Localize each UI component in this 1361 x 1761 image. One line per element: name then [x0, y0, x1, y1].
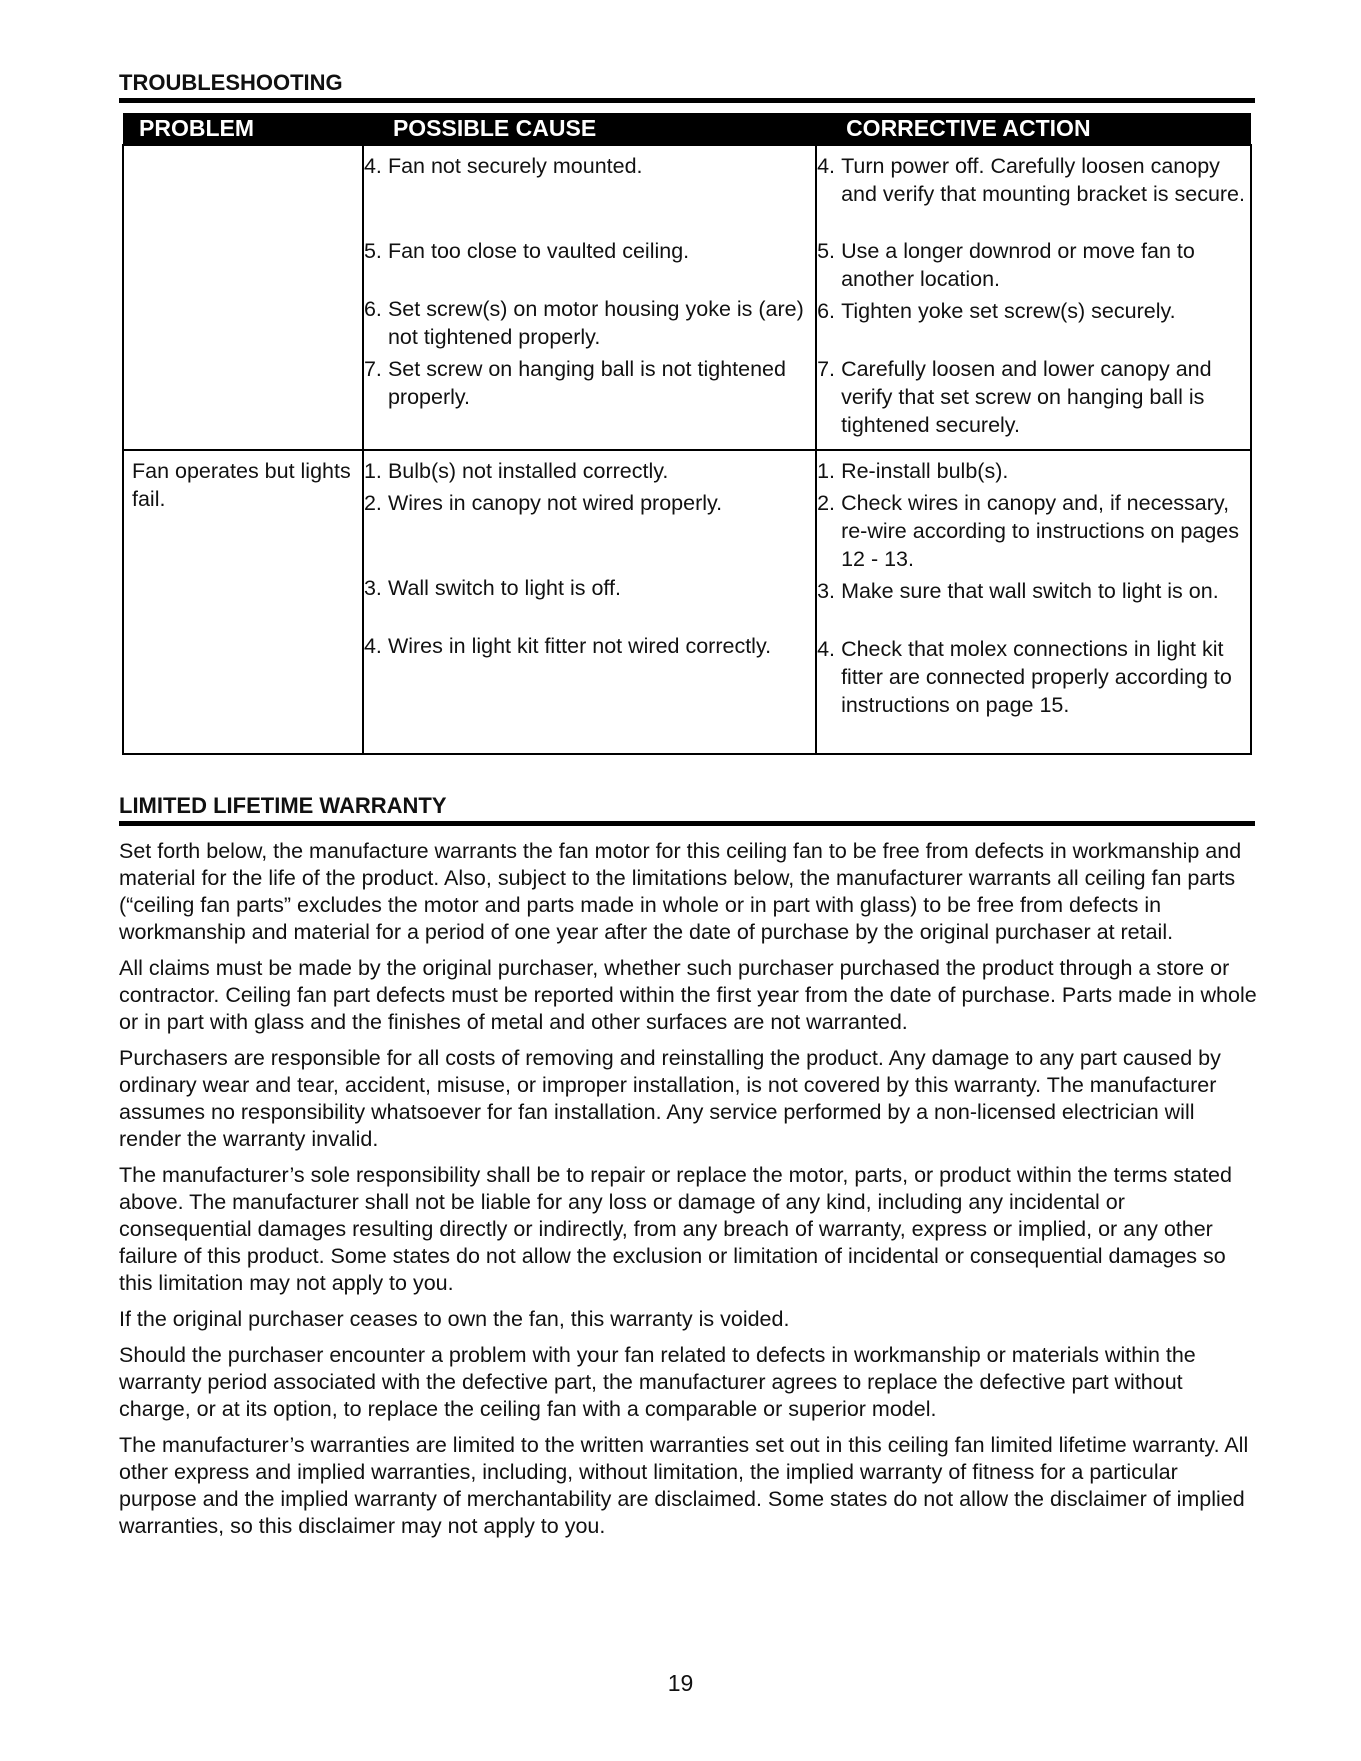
action-item-number: 2. — [817, 491, 835, 515]
troubleshooting-title: TROUBLESHOOTING — [119, 70, 1255, 103]
action-item-number: 1. — [817, 459, 835, 483]
problem-cell — [123, 145, 363, 450]
action-item — [817, 237, 1250, 293]
action-item-number: 5. — [817, 239, 835, 263]
header-possible-cause: POSSIBLE CAUSE — [363, 113, 816, 145]
cause-item-number: 4. — [363, 154, 382, 178]
cause-item — [364, 574, 815, 628]
table-row — [123, 450, 1251, 754]
cause-item-number: 3. — [363, 576, 382, 600]
action-item-text: Check wires in canopy and, if necessary, re-wire according to instructions on pages 12 - 13. — [841, 491, 1240, 571]
cause-item-text: Wall switch to light is off. — [387, 576, 621, 600]
cause-item — [364, 295, 815, 351]
cause-item — [364, 489, 815, 570]
warranty-paragraph: Set forth below, the manufacture warrants the fan motor for this ceiling fan to be free from defects in workmanship and material for the life of the product. Also, subject to the limitations below, the manufacturer warrants all ceiling fan parts (“ceiling fan parts” excludes the motor and parts made in whole or in part with glass) to be free from defects in workmanship and material for a period of one year after the date of purchase by the original purchaser at retail. — [119, 839, 1242, 944]
warranty-paragraph: All claims must be made by the original purchaser, whether such purchaser purchased the product through a store or contractor. Ceiling fan part defects must be reported within the first year from the date of purchase. Parts made in whole or in part with glass and the finishes of metal and other surfaces are not warranted. — [119, 956, 1257, 1034]
warranty-paragraph: The manufacturer’s warranties are limited to the written warranties set out in this ceiling fan limited lifetime warranty. All other express and implied warranties, including, without limitation, the implied warranty of fitness for a particular purpose and the implied warranty of merchantability are disclaimed. Some states do not allow the disclaimer of implied warranties, so this disclaimer may not apply to you. — [119, 1433, 1249, 1538]
action-item — [817, 577, 1250, 631]
warranty-paragraph: If the original purchaser ceases to own the fan, this warranty is voided. — [119, 1307, 790, 1331]
cause-item-number: 1. — [363, 459, 382, 483]
table-row — [123, 145, 1251, 450]
cause-item-text: Set screw(s) on motor housing yoke is (are) not tightened properly. — [387, 297, 804, 349]
action-item — [817, 457, 1250, 485]
problem-cell — [123, 450, 363, 754]
warranty-paragraph: Purchasers are responsible for all costs of removing and reinstalling the product. Any damage to any part caused by ordinary wear and tear, accident, misuse, or improper installation, is not covered by this warranty. The manufacturer assumes no responsibility whatsoever for fan installation. Any service performed by a non-licensed electrician will render the warranty invalid. — [119, 1046, 1221, 1151]
action-item-text: Tighten yoke set screw(s) securely. — [841, 299, 1176, 323]
warranty-title: LIMITED LIFETIME WARRANTY — [119, 793, 1255, 826]
action-item — [817, 297, 1250, 351]
header-problem: PROBLEM — [123, 113, 363, 145]
cause-item-text: Wires in canopy not wired properly. — [387, 491, 723, 515]
cause-item-number: 5. — [363, 239, 382, 263]
action-cell — [816, 450, 1251, 754]
cause-item — [364, 632, 815, 750]
cause-item-text: Fan not securely mounted. — [387, 154, 643, 178]
action-item-number: 4. — [817, 154, 835, 178]
cause-cell — [363, 145, 816, 450]
action-cell — [816, 145, 1251, 450]
warranty-paragraph: The manufacturer’s sole responsibility shall be to repair or replace the motor, parts, or product within the terms stated above. The manufacturer shall not be liable for any loss or damage of any kind, including any incidental or consequential damages resulting directly or indirectly, from any breach of warranty, express or implied, or any other failure of this product. Some states do not allow the exclusion or limitation of incidental or consequential damages so this limitation may not apply to you. — [119, 1163, 1232, 1295]
troubleshooting-table — [122, 113, 1252, 755]
action-item-number: 4. — [817, 637, 835, 661]
cause-item-text: Set screw on hanging ball is not tightened properly. — [387, 357, 786, 409]
cause-item-text: Bulb(s) not installed correctly. — [387, 459, 669, 483]
action-item-text: Carefully loosen and lower canopy and verify that set screw on hanging ball is tightened securely. — [841, 357, 1212, 437]
cause-item-number: 4. — [363, 634, 382, 658]
problem-text: Fan operates but lights fail. — [132, 459, 351, 511]
problem-text — [124, 146, 362, 152]
table-header-row — [123, 113, 1251, 145]
warranty-paragraph: Should the purchaser encounter a problem with your fan related to defects in workmanship or materials within the warranty period associated with the defective part, the manufacturer agrees to replace the defective part without charge, or at its option, to replace the ceiling fan with a comparable or superior model. — [119, 1343, 1196, 1421]
action-item-text: Make sure that wall switch to light is on. — [841, 579, 1219, 603]
action-item-number: 3. — [817, 579, 835, 603]
header-corrective-action: CORRECTIVE ACTION — [816, 113, 1251, 145]
warranty-body — [119, 838, 1255, 1540]
action-item — [817, 152, 1250, 233]
cause-item — [364, 237, 815, 291]
cause-item — [364, 457, 815, 485]
cause-item-number: 7. — [363, 357, 382, 381]
cause-item — [364, 355, 815, 446]
cause-item-number: 2. — [363, 491, 382, 515]
page-number: 19 — [667, 1670, 694, 1696]
action-item-text: Use a longer downrod or move fan to another location. — [841, 239, 1195, 291]
cause-item-number: 6. — [363, 297, 382, 321]
action-item — [817, 489, 1250, 573]
action-item-text: Turn power off. Carefully loosen canopy and verify that mounting bracket is secure. — [841, 154, 1245, 206]
table-body — [123, 145, 1251, 754]
action-item-text: Check that molex connections in light kit fitter are connected properly according to instructions on page 15. — [841, 637, 1232, 717]
action-item-number: 6. — [817, 299, 835, 323]
document-page — [119, 70, 1255, 1540]
cause-cell — [363, 450, 816, 754]
action-item-number: 7. — [817, 357, 835, 381]
action-item-text: Re-install bulb(s). — [841, 459, 1009, 483]
action-item — [817, 635, 1250, 753]
cause-item-text: Fan too close to vaulted ceiling. — [387, 239, 690, 263]
action-item — [817, 355, 1250, 449]
cause-item — [364, 152, 815, 233]
cause-item-text: Wires in light kit fitter not wired correctly. — [387, 634, 772, 658]
